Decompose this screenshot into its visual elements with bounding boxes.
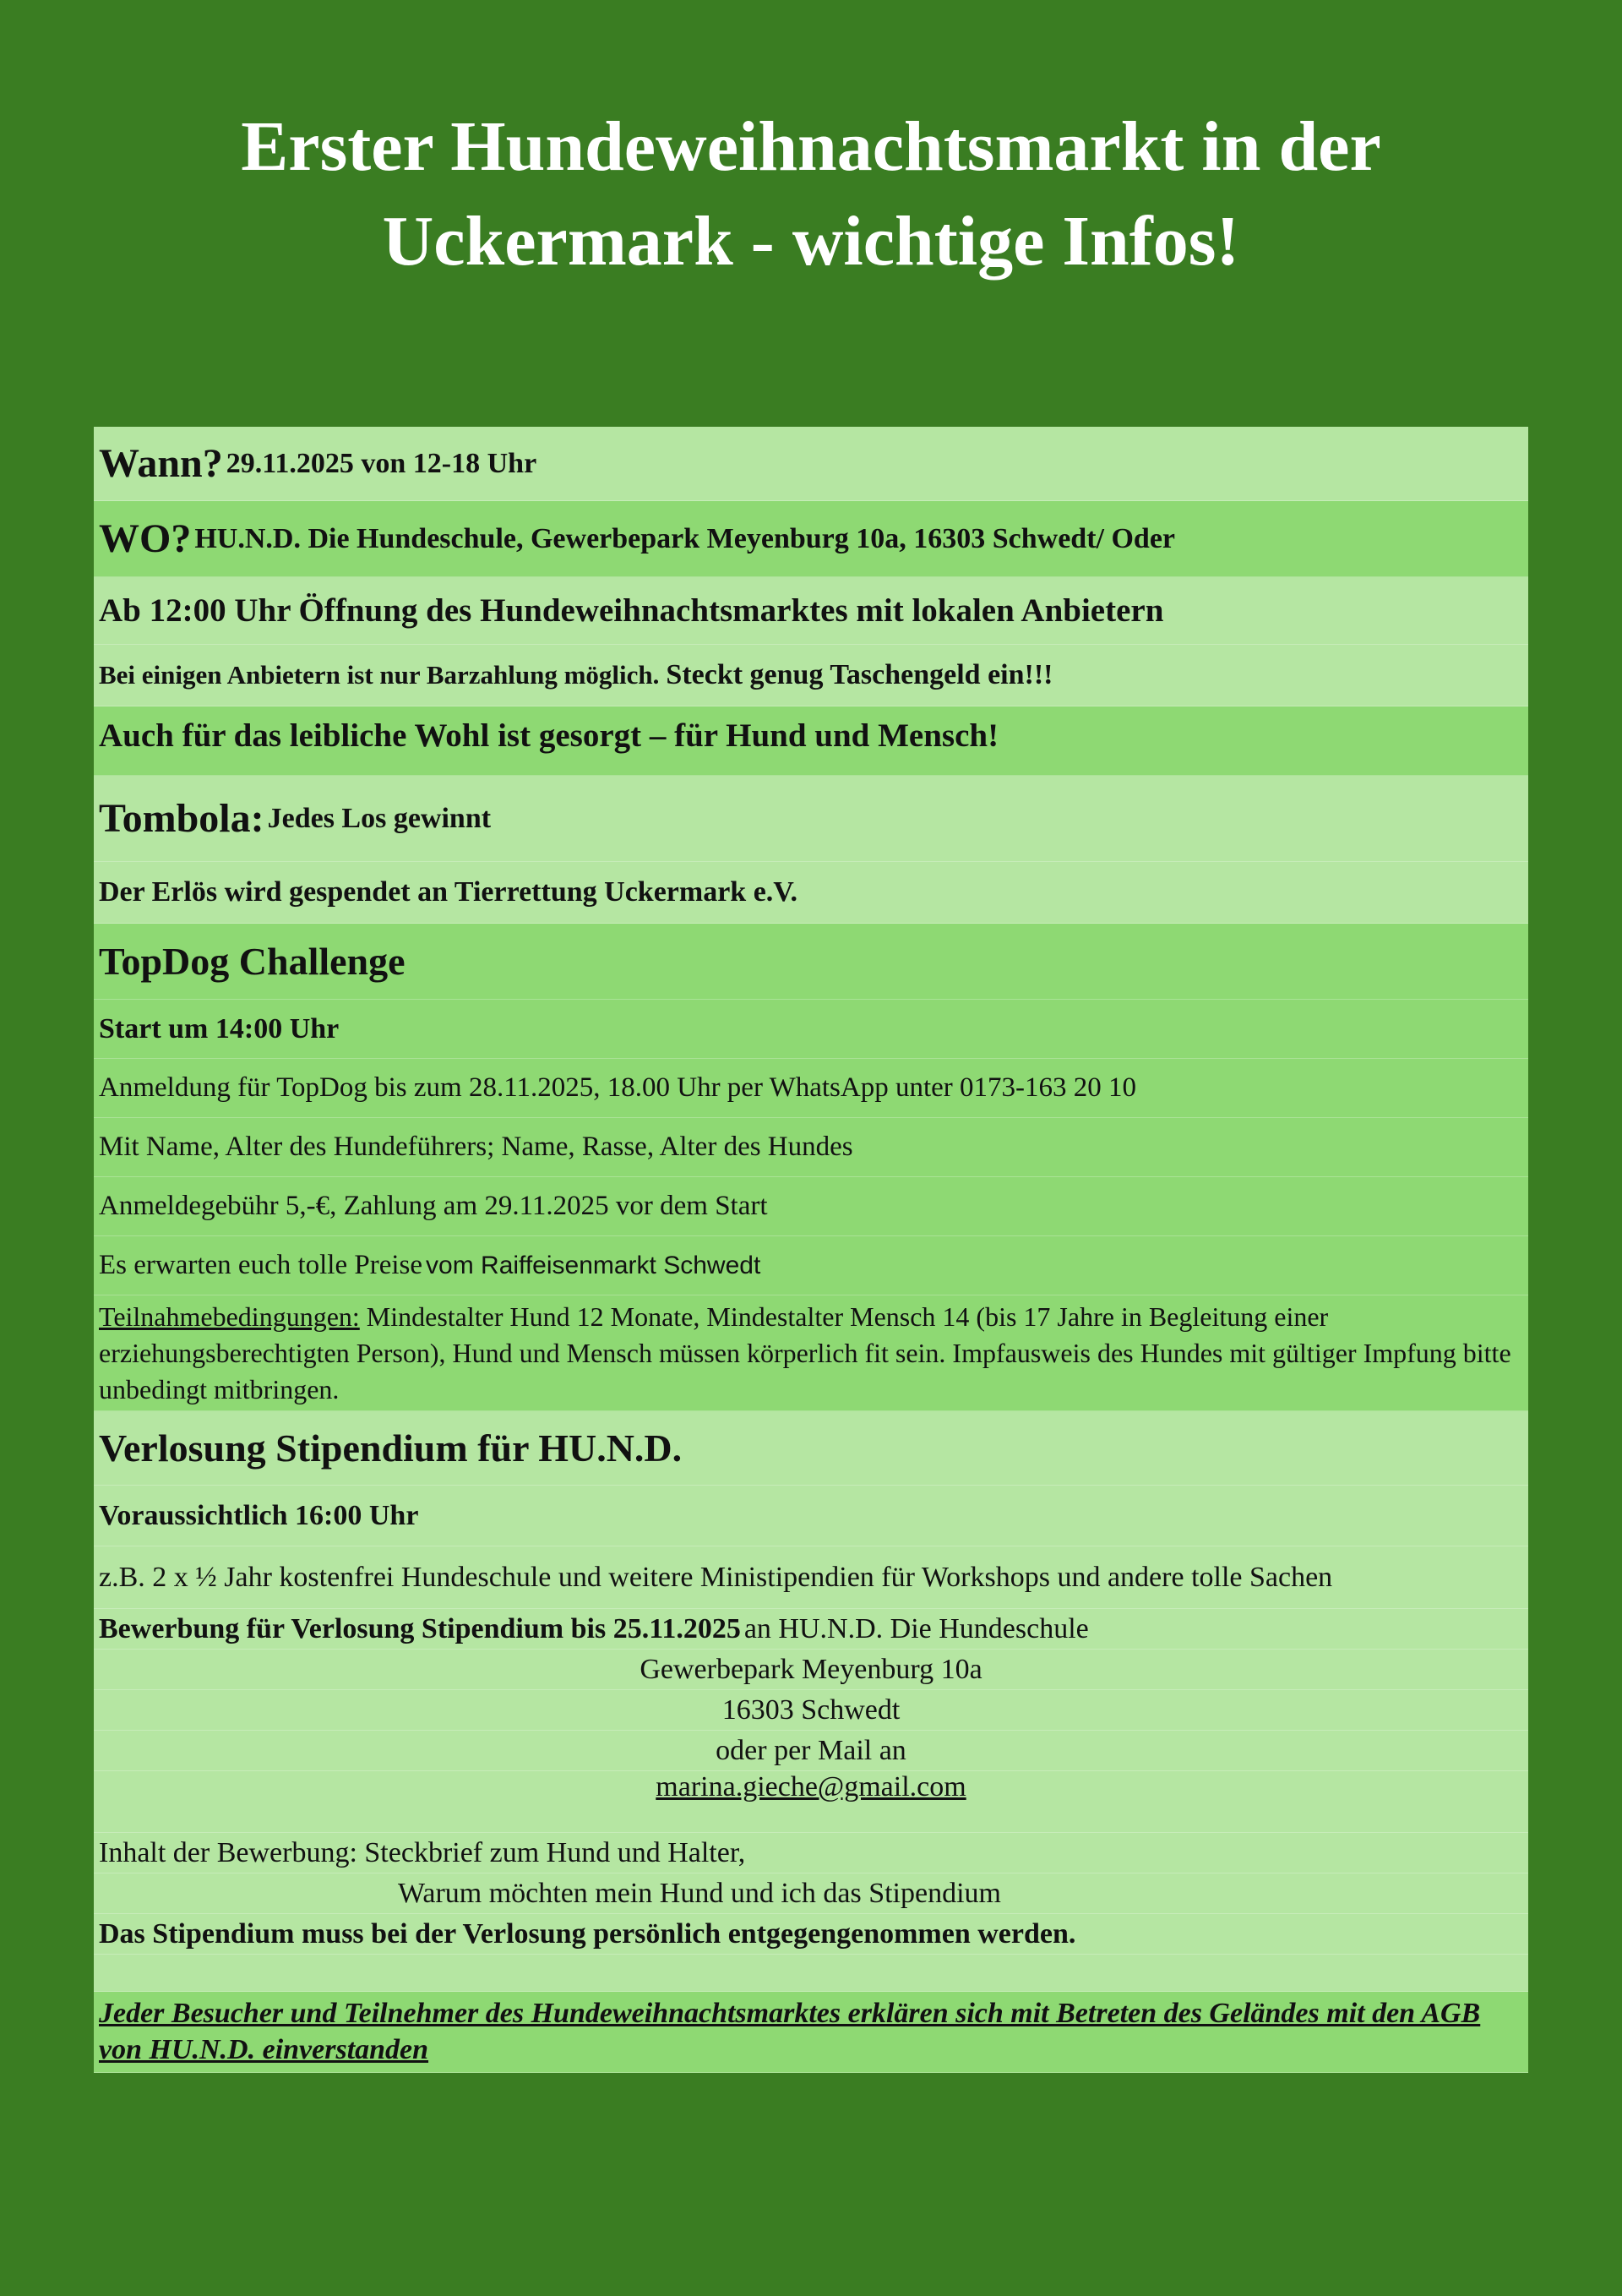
topdog-conditions-text: Mindestalter Hund 12 Monate, Mindestalter Mensch 14 (bis 17 Jahre in Begleitung einer erziehungsberechtigten Person), Hund und Mensch müssen körperlich fit sein. Impfausweis des Hundes mit gültiger Impfung bitte unbedingt mitbringen. xyxy=(99,1301,1511,1404)
row-email xyxy=(94,1771,1528,1833)
row-agb xyxy=(94,1992,1528,2073)
row-donation xyxy=(94,862,1528,924)
cash-text: Bei einigen Anbietern ist nur Barzahlung möglich. xyxy=(99,660,660,690)
row-cash xyxy=(94,645,1528,706)
title-line-2: Uckermark - wichtige Infos! xyxy=(382,202,1240,281)
row-spacer xyxy=(94,1955,1528,1992)
row-food xyxy=(94,706,1528,776)
stipendium-time: Voraussichtlich 16:00 Uhr xyxy=(99,1499,419,1531)
row-address-street xyxy=(94,1650,1528,1690)
content-line-2: Warum möchten mein Hund und ich das Stipendium xyxy=(398,1877,1001,1909)
row-address-city xyxy=(94,1690,1528,1731)
application-bold: Bewerbung für Verlosung Stipendium bis 25.11.2025 xyxy=(99,1612,741,1644)
email-link[interactable]: marina.gieche@gmail.com xyxy=(656,1771,966,1802)
topdog-start: Start um 14:00 Uhr xyxy=(99,1012,340,1044)
row-personal xyxy=(94,1914,1528,1955)
row-topdog-prizes xyxy=(94,1236,1528,1295)
topdog-registration: Anmeldung für TopDog bis zum 28.11.2025, 18.00 Uhr per WhatsApp unter 0173-163 20 10 xyxy=(99,1072,1137,1103)
row-topdog-registration xyxy=(94,1059,1528,1118)
title-line-1: Erster Hundeweihnachtsmarkt in der xyxy=(241,107,1381,186)
row-wo xyxy=(94,501,1528,577)
agb-text: Jeder Besucher und Teilnehmer des Hundeweihnachtsmarktes erklären sich mit Betreten des Geländes mit den AGB von HU.N.D. einverstanden xyxy=(99,1998,1481,2065)
row-topdog-details xyxy=(94,1118,1528,1177)
row-stipendium-example xyxy=(94,1546,1528,1609)
row-opening xyxy=(94,577,1528,645)
row-topdog-conditions xyxy=(94,1295,1528,1411)
personal-note: Das Stipendium muss bei der Verlosung persönlich entgegengenommen werden. xyxy=(99,1917,1076,1950)
stipendium-heading: Verlosung Stipendium für HU.N.D. xyxy=(99,1426,683,1470)
row-tombola xyxy=(94,776,1528,862)
tombola-value: Jedes Los gewinnt xyxy=(267,802,492,834)
topdog-prizes-prefix: Es erwarten euch tolle Preise xyxy=(99,1250,423,1280)
food-text: Auch für das leibliche Wohl ist gesorgt – für Hund und Mensch! xyxy=(99,717,999,754)
address-street: Gewerbepark Meyenburg 10a xyxy=(640,1653,982,1685)
topdog-prizes-sponsor: vom Raiffeisenmarkt Schwedt xyxy=(426,1251,761,1279)
topdog-details: Mit Name, Alter des Hundeführers; Name, Rasse, Alter des Hundes xyxy=(99,1132,853,1162)
or-mail: oder per Mail an xyxy=(716,1734,906,1766)
application-rest: an HU.N.D. Die Hundeschule xyxy=(743,1612,1089,1644)
topdog-heading: TopDog Challenge xyxy=(99,940,406,983)
row-stipendium-heading xyxy=(94,1411,1528,1486)
opening-text: Ab 12:00 Uhr Öffnung des Hundeweihnachtsmarktes mit lokalen Anbietern xyxy=(99,592,1164,629)
row-content-2 xyxy=(94,1873,1528,1914)
content-line-1: Inhalt der Bewerbung: Steckbrief zum Hund und Halter, xyxy=(99,1836,746,1868)
donation-text: Der Erlös wird gespendet an Tierrettung Uckermark e.V. xyxy=(99,876,797,908)
topdog-fee: Anmeldegebühr 5,-€, Zahlung am 29.11.2025 vor dem Start xyxy=(99,1191,768,1221)
row-topdog-start xyxy=(94,1000,1528,1059)
page-title xyxy=(0,100,1622,289)
stipendium-example: z.B. 2 x ½ Jahr kostenfrei Hundeschule und weitere Ministipendien für Workshops und andere tolle Sachen xyxy=(99,1561,1333,1593)
row-content-1 xyxy=(94,1833,1528,1873)
address-city: 16303 Schwedt xyxy=(721,1693,901,1726)
wo-label: WO? xyxy=(99,516,192,561)
wann-value: 29.11.2025 von 12-18 Uhr xyxy=(226,447,537,479)
row-application xyxy=(94,1609,1528,1650)
row-topdog-heading xyxy=(94,924,1528,1000)
topdog-conditions-label: Teilnahmebedingungen: xyxy=(99,1301,360,1332)
tombola-label: Tombola: xyxy=(99,796,264,841)
row-wann xyxy=(94,427,1528,501)
row-or-mail xyxy=(94,1731,1528,1771)
info-table xyxy=(94,427,1528,2073)
wann-label: Wann? xyxy=(99,441,223,486)
row-topdog-fee xyxy=(94,1177,1528,1236)
row-stipendium-time xyxy=(94,1486,1528,1546)
cash-emphasis: Steckt genug Taschengeld ein!!! xyxy=(666,659,1053,690)
wo-value: HU.N.D. Die Hundeschule, Gewerbepark Meyenburg 10a, 16303 Schwedt/ Oder xyxy=(194,522,1176,554)
